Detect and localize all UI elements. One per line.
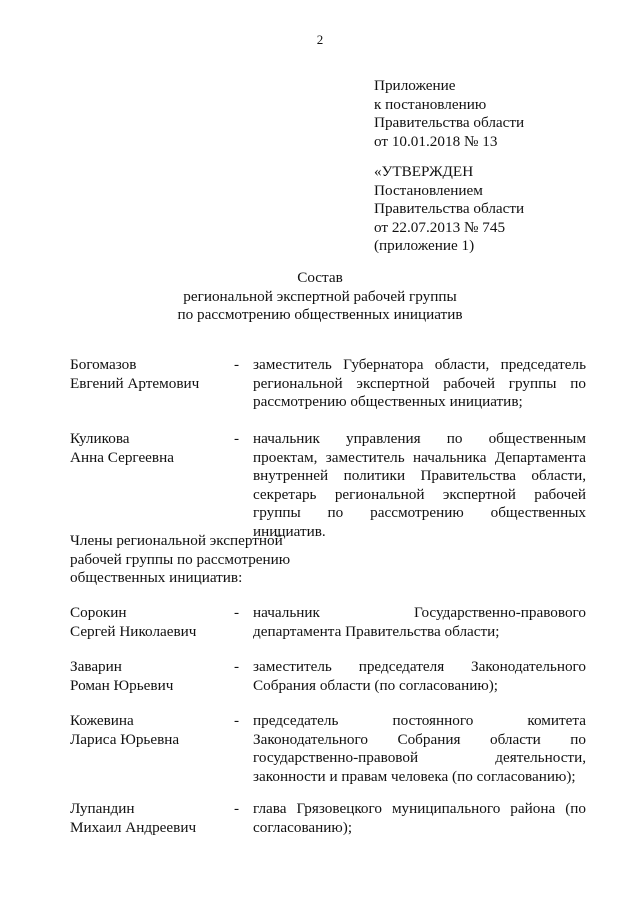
person-role: глава Грязовецкого муниципального района (по согласованию);: [253, 800, 586, 836]
dash-separator: -: [234, 658, 240, 675]
members-heading-line: рабочей группы по рассмотрению: [70, 550, 291, 568]
dash-separator: -: [234, 430, 240, 447]
person-given-names: Сергей Николаевич: [70, 622, 197, 640]
appendix-reference-block: [374, 77, 524, 151]
title-line: Состав: [297, 269, 343, 286]
dash-separator: -: [234, 800, 240, 817]
dash-separator: -: [234, 712, 240, 729]
person-given-names: Михаил Андреевич: [70, 818, 197, 836]
members-heading: [70, 532, 310, 588]
person-name: [70, 800, 230, 837]
appendix-line: Приложение: [374, 77, 456, 94]
person-role: начальник управления по общественным проектам, заместитель начальника Департамента внутренней политики Правительства области, секретарь региональной экспертной рабочей группы по рассмотрению общественных инициатив.: [253, 430, 586, 540]
person-role: заместитель председателя Законодательного Собрания области (по согласованию);: [253, 658, 586, 694]
dash-separator: -: [234, 356, 240, 373]
title-line: региональной экспертной рабочей группы: [183, 287, 457, 305]
person-surname: Кожевина: [70, 712, 134, 729]
person-surname: Куликова: [70, 430, 130, 447]
person-surname: Сорокин: [70, 604, 127, 621]
person-role: председатель постоянного комитета Законодательного Собрания области по государственно-правовой деятельности, законности и правам человека (по согласованию);: [253, 712, 586, 785]
person-given-names: Анна Сергеевна: [70, 448, 174, 466]
appendix-line: Правительства области: [374, 114, 525, 131]
appendix-line: от 10.01.2018 № 13: [374, 132, 498, 150]
document-title: [0, 269, 640, 325]
approved-line: Правительства области: [374, 200, 525, 217]
approved-line: от 22.07.2013 № 745: [374, 218, 506, 236]
person-name: [70, 356, 230, 393]
approval-stamp-block: [374, 163, 524, 256]
dash-separator: -: [234, 604, 240, 621]
title-line: по рассмотрению общественных инициатив: [177, 306, 463, 323]
appendix-line: к постановлению: [374, 95, 487, 113]
person-given-names: Евгений Артемович: [70, 374, 200, 392]
person-role: заместитель Губернатора области, председатель региональной экспертной рабочей группы по рассмотрению общественных инициатив;: [253, 356, 586, 410]
person-name: [70, 712, 230, 749]
person-name: [70, 604, 230, 641]
members-heading-line: общественных инициатив:: [70, 569, 243, 586]
approved-line: (приложение 1): [374, 237, 475, 254]
person-surname: Лупандин: [70, 800, 135, 817]
person-name: [70, 658, 230, 695]
person-name: [70, 430, 230, 467]
page-number: 2: [316, 32, 324, 47]
person-given-names: Роман Юрьевич: [70, 676, 174, 694]
person-given-names: Лариса Юрьевна: [70, 730, 180, 748]
person-surname: Заварин: [70, 658, 122, 675]
approved-line: «УТВЕРЖДЕН: [374, 163, 474, 180]
members-heading-line: Члены региональной экспертной: [70, 532, 283, 549]
approved-line: Постановлением: [374, 181, 483, 199]
person-surname: Богомазов: [70, 356, 137, 373]
person-role: начальник Государственно-правового департамента Правительства области;: [253, 604, 586, 640]
